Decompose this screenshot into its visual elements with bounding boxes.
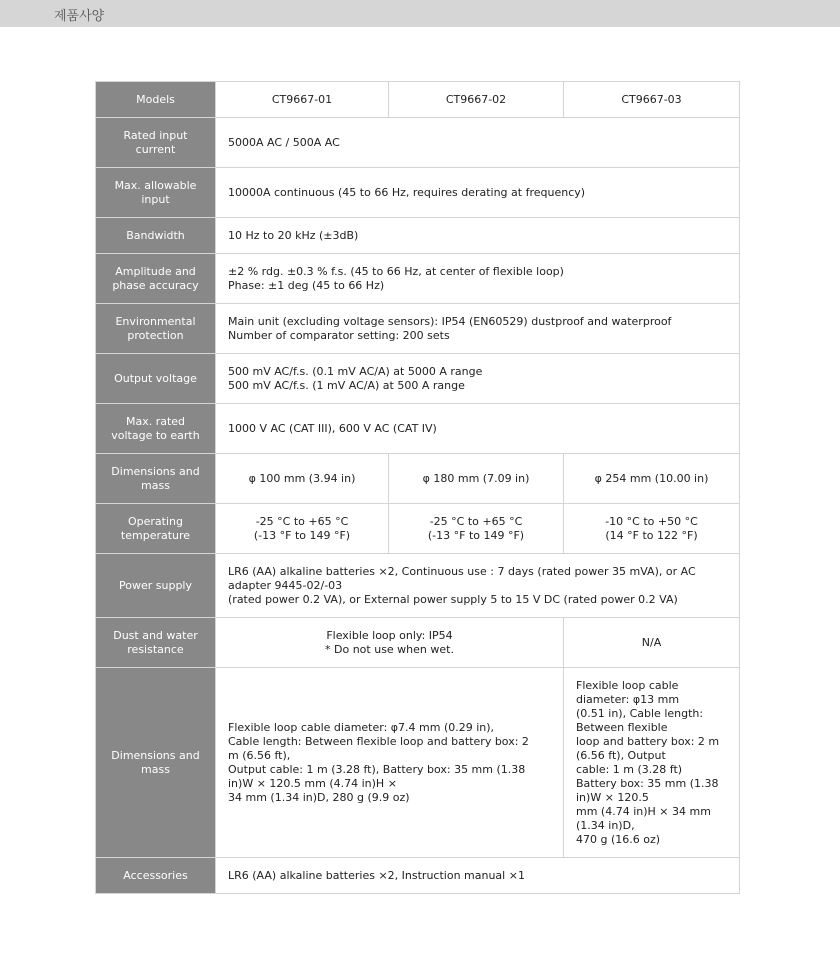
row-label-environmental: Environmental protection xyxy=(96,304,216,354)
dimensions-value-02: φ 180 mm (7.09 in) xyxy=(389,454,564,504)
page-title: 제품사양 xyxy=(54,9,105,24)
page-header xyxy=(0,0,840,27)
operating-temp-value-03: -10 °C to +50 °C (14 °F to 122 °F) xyxy=(564,504,740,554)
max-rated-voltage-value: 1000 V AC (CAT III), 600 V AC (CAT IV) xyxy=(216,404,740,454)
table-row-max-rated-voltage xyxy=(96,404,740,454)
table-row-operating-temp xyxy=(96,504,740,554)
bandwidth-value: 10 Hz to 20 kHz (±3dB) xyxy=(216,218,740,254)
table-row-max-input xyxy=(96,168,740,218)
row-label-dust-water: Dust and water resistance xyxy=(96,618,216,668)
row-label-accessories: Accessories xyxy=(96,858,216,894)
environmental-value: Main unit (excluding voltage sensors): IP54 (EN60529) dustproof and waterproof Number of comparator setting: 200 sets xyxy=(216,304,740,354)
model-cell-01: CT9667-01 xyxy=(216,82,389,118)
operating-temp-value-01: -25 °C to +65 °C (-13 °F to 149 °F) xyxy=(216,504,389,554)
dimensions-value-01: φ 100 mm (3.94 in) xyxy=(216,454,389,504)
rated-input-value: 5000A AC / 500A AC xyxy=(216,118,740,168)
spec-table xyxy=(95,81,740,894)
row-label-accuracy: Amplitude and phase accuracy xyxy=(96,254,216,304)
table-row-environmental xyxy=(96,304,740,354)
cable-dimensions-value-03: Flexible loop cable diameter: φ13 mm (0.51 in), Cable length: Between flexible loop and battery box: 2 m (6.56 ft), Output cable: 1 m (3.28 ft) Battery box: 35 mm (1.38 in)W × 120.5 mm (4.74 in)H × 34 mm (1.34 in)D, 470 g (16.6 oz) xyxy=(564,668,740,858)
table-row-power-supply xyxy=(96,554,740,618)
row-label-max-rated-voltage: Max. rated voltage to earth xyxy=(96,404,216,454)
model-cell-03: CT9667-03 xyxy=(564,82,740,118)
cable-dimensions-value-01-02: Flexible loop cable diameter: φ7.4 mm (0.29 in), Cable length: Between flexible loop and battery box: 2 m (6.56 ft), Output cable: 1 m (3.28 ft), Battery box: 35 mm (1.38 in)W × 120.5 mm (4.74 in)H × 34 mm (1.34 in)D, 280 g (9.9 oz) xyxy=(216,668,564,858)
row-label-dimensions: Dimensions and mass xyxy=(96,454,216,504)
table-row-bandwidth xyxy=(96,218,740,254)
dust-water-value-03: N/A xyxy=(564,618,740,668)
row-label-max-input: Max. allowable input xyxy=(96,168,216,218)
table-row-dust-water xyxy=(96,618,740,668)
row-label-cable-dimensions: Dimensions and mass xyxy=(96,668,216,858)
dust-water-value-01-02: Flexible loop only: IP54 * Do not use when wet. xyxy=(216,618,564,668)
row-label-output-voltage: Output voltage xyxy=(96,354,216,404)
table-row-dimensions xyxy=(96,454,740,504)
table-row-rated-input xyxy=(96,118,740,168)
accessories-value: LR6 (AA) alkaline batteries ×2, Instruction manual ×1 xyxy=(216,858,740,894)
row-label-rated-input: Rated input current xyxy=(96,118,216,168)
table-row-cable-dimensions xyxy=(96,668,740,858)
row-label-models: Models xyxy=(96,82,216,118)
table-row-accessories xyxy=(96,858,740,894)
table-row-accuracy xyxy=(96,254,740,304)
accuracy-value: ±2 % rdg. ±0.3 % f.s. (45 to 66 Hz, at center of flexible loop) Phase: ±1 deg (45 to 66 Hz) xyxy=(216,254,740,304)
model-cell-02: CT9667-02 xyxy=(389,82,564,118)
max-input-value: 10000A continuous (45 to 66 Hz, requires derating at frequency) xyxy=(216,168,740,218)
output-voltage-value: 500 mV AC/f.s. (0.1 mV AC/A) at 5000 A range 500 mV AC/f.s. (1 mV AC/A) at 500 A range xyxy=(216,354,740,404)
table-row-output-voltage xyxy=(96,354,740,404)
dimensions-value-03: φ 254 mm (10.00 in) xyxy=(564,454,740,504)
operating-temp-value-02: -25 °C to +65 °C (-13 °F to 149 °F) xyxy=(389,504,564,554)
row-label-operating-temp: Operating temperature xyxy=(96,504,216,554)
power-supply-value: LR6 (AA) alkaline batteries ×2, Continuous use : 7 days (rated power 35 mVA), or AC adapter 9445-02/-03 (rated power 0.2 VA), or External power supply 5 to 15 V DC (rated power 0.2 VA) xyxy=(216,554,740,618)
table-row-models xyxy=(96,82,740,118)
row-label-bandwidth: Bandwidth xyxy=(96,218,216,254)
row-label-power-supply: Power supply xyxy=(96,554,216,618)
